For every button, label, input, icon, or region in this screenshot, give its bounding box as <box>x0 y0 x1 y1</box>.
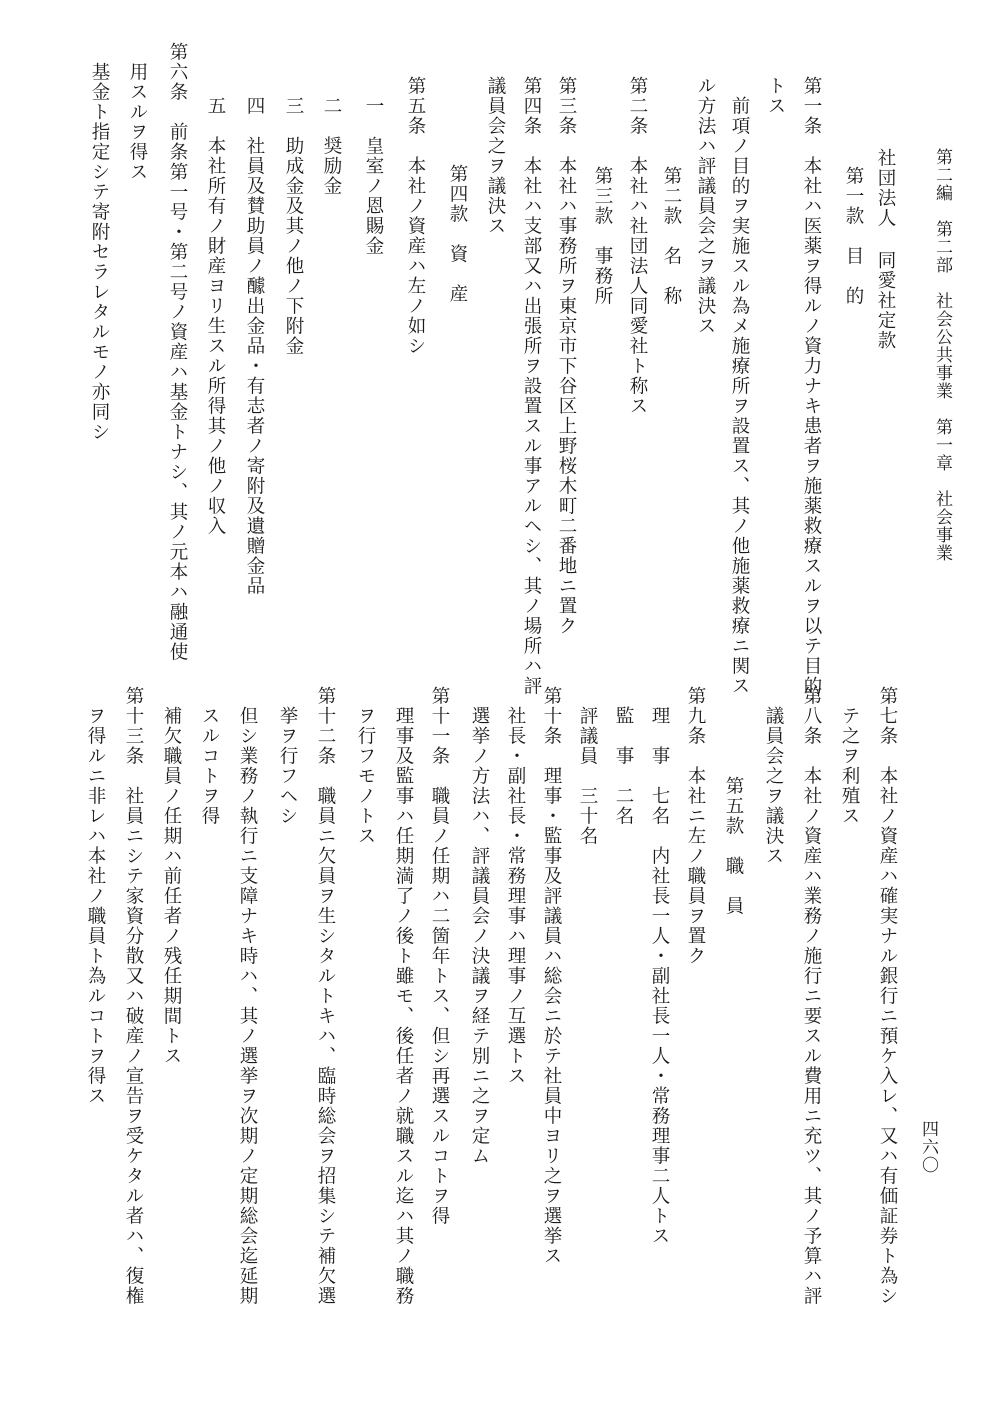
text-line: 第二款 名 称 <box>661 166 682 306</box>
text-line: 第七条 本社ノ資産ハ確実ナル銀行ニ預ケ入レ、又ハ有価証券ト為シ <box>877 686 898 1306</box>
text-line: 一 皇室ノ恩賜金 <box>363 96 384 256</box>
text-line: ル方法ハ評議員会之ヲ議決ス <box>695 76 716 336</box>
text-line: 第一款 目 的 <box>843 166 864 306</box>
page-number: 四六〇 <box>918 1120 938 1174</box>
text-line: 議員会之ヲ議決ス <box>763 706 784 866</box>
text-line: 第三条 本社ハ事務所ヲ東京市下谷区上野桜木町二番地ニ置ク <box>556 76 577 636</box>
text-line: 第十条 理事・監事及評議員ハ総会ニ於テ社員中ヨリ之ヲ選挙ス <box>541 686 562 1266</box>
text-line: 第四款 資 産 <box>447 164 468 304</box>
text-line: 第六条 前条第一号・第二号ノ資産ハ基金トナシ、其ノ元本ハ融通使 <box>167 42 188 662</box>
text-line: 第五款 職 員 <box>723 776 744 916</box>
text-line: 第一条 本社ハ医薬ヲ得ルノ資力ナキ患者ヲ施薬救療スルヲ以テ目的 <box>801 76 822 696</box>
text-line: 第五条 本社ノ資産ハ左ノ如シ <box>405 76 426 356</box>
text-line: 第十三条 社員ニシテ家資分散又ハ破産ノ宣告ヲ受ケタル者ハ、復権 <box>123 686 144 1306</box>
text-line: 二 奨励金 <box>321 96 342 196</box>
text-line: ヲ行フモノトス <box>355 706 376 846</box>
text-line: 社団法人 同愛社定款 <box>875 148 896 351</box>
text-line: 監 事 二名 <box>613 706 634 826</box>
text-line: 挙ヲ行フヘシ <box>277 706 298 826</box>
text-line: テ之ヲ利殖ス <box>839 706 860 826</box>
text-line: 第四条 本社ハ支部又ハ出張所ヲ設置スル事アルヘシ、其ノ場所ハ評 <box>521 76 542 696</box>
text-line: 第二条 本社ハ社団法人同愛社ト称ス <box>627 76 648 416</box>
text-line: スルコトヲ得 <box>199 706 220 826</box>
text-line: 第三款 事務所 <box>592 166 613 306</box>
text-line: 用スルヲ得ス <box>127 62 148 182</box>
text-line: 第九条 本社ニ左ノ職員ヲ置ク <box>685 686 706 966</box>
text-line: 社長・副社長・常務理事ハ理事ノ互選トス <box>505 706 526 1086</box>
text-line: 理 事 七名 内社長一人・副社長一人・常務理事二人トス <box>649 706 670 1246</box>
text-line: 補欠職員ノ任期ハ前任者ノ残任期間トス <box>161 706 182 1066</box>
text-line: トス <box>765 76 786 116</box>
text-line: 理事及監事ハ任期満了ノ後ト雖モ、後任者ノ就職スル迄ハ其ノ職務 <box>393 706 414 1306</box>
text-line: 四 社員及賛助員ノ醵出金品・有志者ノ寄附及遺贈金品 <box>244 96 265 596</box>
text-line: 第十二条 職員ニ欠員ヲ生シタルトキハ、臨時総会ヲ招集シテ補欠選 <box>315 686 336 1306</box>
text-line: 三 助成金及其ノ他ノ下附金 <box>283 96 304 356</box>
text-line: 議員会之ヲ議決ス <box>485 76 506 236</box>
text-line: 但シ業務ノ執行ニ支障ナキ時ハ、其ノ選挙ヲ次期ノ定期総会迄延期 <box>237 706 258 1306</box>
text-line: 選挙ノ方法ハ、評議員会ノ決議ヲ経テ別ニ之ヲ定ム <box>469 706 490 1166</box>
text-line: 第十一条 職員ノ任期ハ二箇年トス、但シ再選スルコトヲ得 <box>429 686 450 1226</box>
text-line: ヲ得ルニ非レハ本社ノ職員ト為ルコトヲ得ス <box>85 706 106 1106</box>
text-line: 評議員 三十名 <box>577 706 598 846</box>
text-line: 基金ト指定シテ寄附セラレタルモノ亦同シ <box>89 62 110 442</box>
text-line: 第八条 本社ノ資産ハ業務ノ施行ニ要スル費用ニ充ツ、其ノ予算ハ評 <box>801 686 822 1306</box>
text-line: 五 本社所有ノ財産ヨリ生スル所得其ノ他ノ収入 <box>205 96 226 536</box>
running-title: 第二編 第二部 社会公共事業 第一章 社会事業 <box>932 148 952 562</box>
text-line: 前項ノ目的ヲ実施スル為メ施療所ヲ設置ス、其ノ他施薬救療ニ関ス <box>729 96 750 696</box>
